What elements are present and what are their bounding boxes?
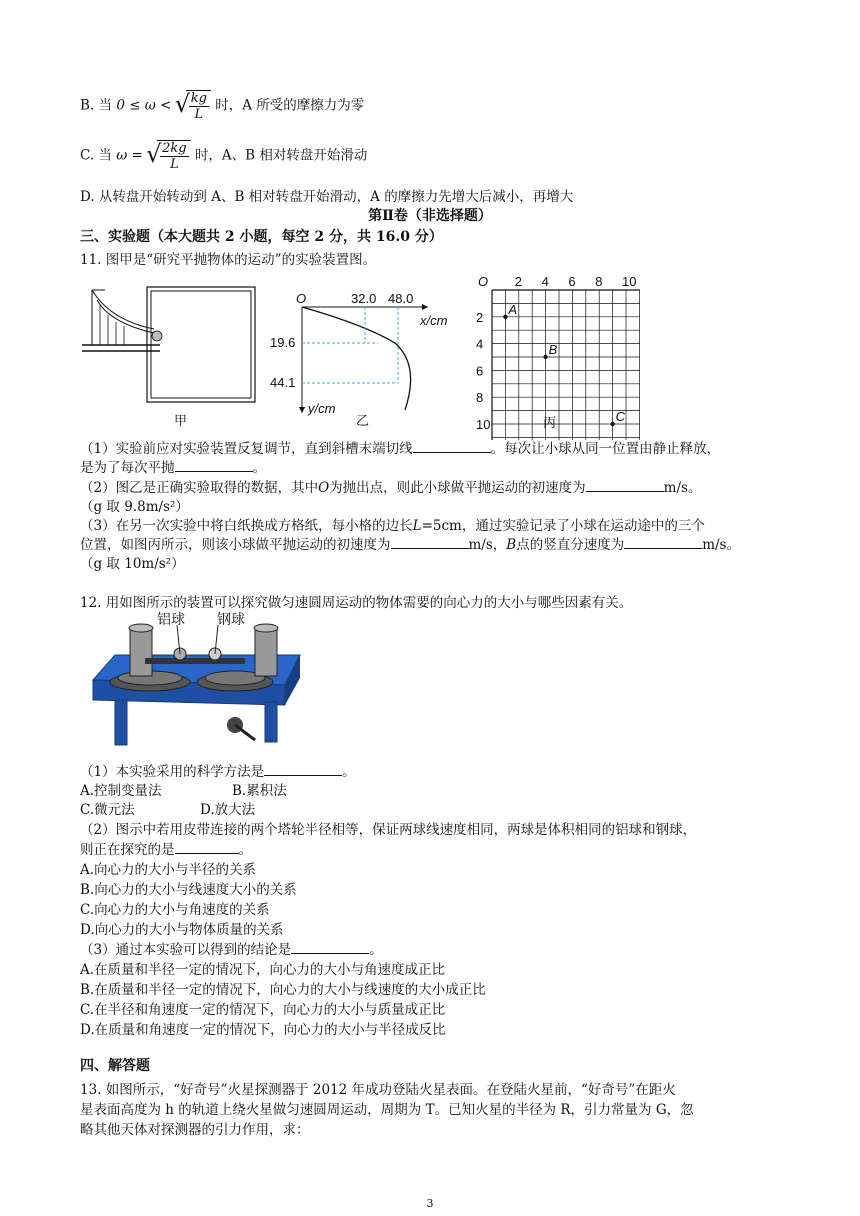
answer-blank[interactable] [175, 459, 253, 472]
point-label-C: C [615, 409, 625, 424]
point-label-B: B [548, 342, 558, 357]
x-tick-label: 8 [595, 274, 603, 289]
grid-origin-label: O [478, 274, 489, 289]
q12-part1: （1）本实验采用的科学方法是 。 [80, 764, 356, 780]
y-tick-label: 8 [476, 390, 484, 406]
y-tick-label: 6 [476, 363, 484, 379]
answer-blank[interactable] [624, 536, 702, 549]
answer-blank[interactable] [413, 440, 491, 453]
svg-text:48.0: 48.0 [388, 291, 414, 306]
answer-blank[interactable] [391, 536, 469, 549]
label-jia: 甲 [174, 413, 188, 428]
q12-p2-opt-a: A.向心力的大小与半径的关系 [80, 862, 257, 878]
q11-part3-g: （g 取 10m/s²） [80, 556, 185, 572]
label-steel-ball: 钢球 [217, 611, 245, 627]
figure-yi-graph [270, 291, 448, 428]
label-bing: 丙 [543, 415, 557, 430]
q11-figures [80, 265, 640, 440]
x-tick-label: 2 [514, 274, 523, 289]
section-3-heading: 三、实验题（本大题共 2 小题，每空 2 分，共 16.0 分） [80, 229, 443, 245]
figure-bing-grid [476, 274, 640, 440]
q13-line3: 略其他天体对探测器的引力作用，求： [80, 1122, 310, 1138]
svg-text:O: O [296, 291, 307, 306]
centripetal-force-apparatus [85, 610, 310, 750]
q12-stem: 12. 用如图所示的装置可以探究做匀速圆周运动的物体需要的向心力的大小与哪些因素有关。 [80, 595, 633, 611]
option-b: B. 当 0 ≤ ω < √ $\frac{kg}{L}$ 时，A 所受的摩擦力为零 [80, 90, 364, 122]
option-c: C. 当 ω = √ $\frac{2kg}{L}$ 时，A、B 相对转盘开始滑动 [80, 140, 367, 172]
q12-p2-opt-d: D.向心力的大小与物体质量的关系 [80, 922, 284, 938]
q12-p3-opt-d: D.在质量和角速度一定的情况下，向心力的大小与半径成反比 [80, 1022, 446, 1038]
q12-part2-line2: 则正在探究的是 。 [80, 842, 252, 858]
q11-part2-g: （g 取 9.8m/s²） [80, 499, 189, 515]
answer-blank[interactable] [175, 841, 239, 854]
q11-part1-line1: （1）实验前应对实验装置反复调节，直到斜槽末端切线 。每次让小球从同一位置由静止释放， [80, 441, 721, 457]
q12-part3: （3）通过本实验可以得到的结论是 。 [80, 942, 383, 958]
x-tick-label: 10 [622, 274, 637, 289]
answer-blank[interactable] [291, 941, 369, 954]
q11-part3-line1: （3）在另一次实验中将白纸换成方格纸，每小格的边长L=5cm，通过实验记录了小球在运动途中的三个 [80, 518, 705, 534]
page-number: 3 [426, 1197, 434, 1210]
trajectory-point-A [503, 315, 507, 319]
svg-text:44.1: 44.1 [270, 375, 296, 390]
q11-stem: 11. 图甲是“研究平抛物体的运动”的实验装置图。 [80, 252, 377, 268]
sqrt-2kg-over-l: √ $\frac{2kg}{L}$ [157, 140, 190, 172]
svg-text:x/cm: x/cm [420, 313, 448, 328]
svg-text:y/cm: y/cm [308, 401, 336, 416]
q12-p3-opt-b: B.在质量和半径一定的情况下，向心力的大小与线速度的大小成正比 [80, 982, 486, 998]
q13-line2: 星表面高度为 h 的轨道上绕火星做匀速圆周运动，周期为 T。已知火星的半径为 R，引力常量为 G，忽 [80, 1102, 694, 1118]
option-d: D. 从转盘开始转动到 A、B 相对转盘开始滑动，A 的摩擦力先增大后减小，再增大 [80, 189, 574, 205]
q12-p3-opt-c: C.在半径和角速度一定的情况下，向心力的大小与质量成正比 [80, 1002, 446, 1018]
trajectory-point-C [610, 422, 614, 426]
q12-p1-opt-a: A.控制变量法 [80, 783, 162, 799]
q12-p3-opt-a: A.在质量和半径一定的情况下，向心力的大小与角速度成正比 [80, 962, 446, 978]
section-4-heading: 四、解答题 [80, 1058, 150, 1074]
q12-p1-opt-b: B.累积法 [232, 783, 287, 799]
figure-jia-apparatus [82, 287, 255, 428]
q12-part2-line1: （2）图示中若用皮带连接的两个塔轮半径相等，保证两球线速度相同，两球是体积相同的铝球和钢球， [80, 822, 697, 838]
label-aluminum-ball: 铝球 [157, 611, 185, 627]
q13-line1: 13. 如图所示，“好奇号”火星探测器于 2012 年成功登陆火星表面。在登陆火星前，“好奇号”在距火 [80, 1082, 676, 1098]
label-yi: 乙 [356, 413, 370, 428]
q11-part1-line2: 是为了每次平抛 。 [80, 460, 266, 476]
x-tick-label: 4 [541, 274, 549, 289]
q12-p1-opt-c: C.微元法 [80, 802, 135, 818]
sqrt-kg-over-l: √ $\frac{kg}{L}$ [186, 90, 211, 122]
svg-text:19.6: 19.6 [270, 335, 296, 350]
q11-part3-line2: 位置，如图丙所示，则该小球做平抛运动的初速度为 m/s，B点的竖直分速度为 m/s。 [80, 537, 740, 553]
svg-text:32.0: 32.0 [351, 291, 377, 306]
q12-p1-opt-d: D.放大法 [200, 802, 256, 818]
y-tick-label: 2 [476, 309, 484, 325]
q11-part2: （2）图乙是正确实验取得的数据，其中O为抛出点，则此小球做平抛运动的初速度为 m/s。 [80, 480, 702, 496]
volume-title: 第Ⅱ卷（非选择题） [368, 208, 492, 224]
y-tick-label: 10 [476, 417, 491, 432]
y-tick-label: 4 [476, 336, 484, 352]
answer-blank[interactable] [586, 479, 664, 492]
x-tick-label: 6 [568, 274, 576, 289]
answer-blank[interactable] [264, 763, 342, 776]
q12-p2-opt-b: B.向心力的大小与线速度大小的关系 [80, 882, 297, 898]
point-label-A: A [508, 301, 518, 317]
trajectory-point-B [543, 355, 547, 359]
q12-p2-opt-c: C.向心力的大小与角速度的关系 [80, 902, 270, 918]
